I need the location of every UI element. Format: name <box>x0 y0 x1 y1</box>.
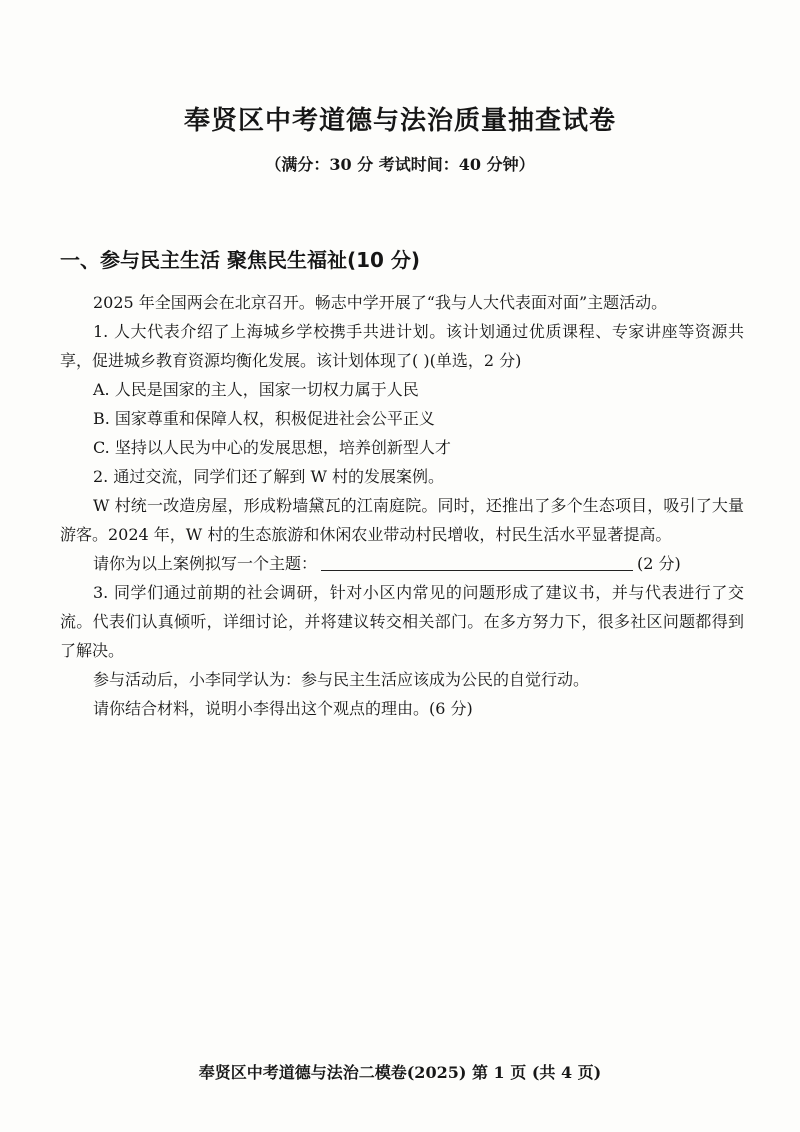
option-c: C. 坚持以人民为中心的发展思想，培养创新型人才 <box>93 438 451 457</box>
question-3-stem: 3. 同学们通过前期的社会调研，针对小区内常见的问题形成了建议书，并与代表进行了交流。代表们认真倾听，详细讨论，并将建议转交相关部门。在多方努力下，很多社区问题都得到了解决。 <box>60 583 744 660</box>
option-a: A. 人民是国家的主人，国家一切权力属于人民 <box>93 380 419 399</box>
question-1-stem: 1. 人大代表介绍了上海城乡学校携手共进计划。该计划通过优质课程、专家讲座等资源共享，促进城乡教育资源均衡化发展。该计划体现了( )(单选，2 分) <box>60 322 744 370</box>
intro-paragraph: 2025 年全国两会在北京召开。畅志中学开展了“我与人大代表面对面”主题活动。 <box>93 293 668 312</box>
option-b: B. 国家尊重和保障人权，积极促进社会公平正义 <box>93 409 435 428</box>
section-body <box>60 288 744 723</box>
question-3-view: 参与活动后，小李同学认为：参与民主生活应该成为公民的自觉行动。 <box>93 670 590 689</box>
answer-blank[interactable] <box>321 552 633 571</box>
question-2-prompt: 请你为以上案例拟写一个主题： <box>93 554 318 573</box>
question-2-material: W 村统一改造房屋，形成粉墙黛瓦的江南庭院。同时，还推出了多个生态项目，吸引了大量游客。2024 年，W 村的生态旅游和休闲农业带动村民增收，村民生活水平显著提高。 <box>60 496 744 544</box>
question-2-stem: 2. 通过交流，同学们还了解到 W 村的发展案例。 <box>93 467 444 486</box>
question-3-ask: 请你结合材料，说明小李得出这个观点的理由。(6 分) <box>93 699 473 718</box>
page-title: 奉贤区中考道德与法治质量抽查试卷 <box>183 106 616 136</box>
page-footer: 奉贤区中考道德与法治二模卷(2025) 第 1 页 (共 4 页) <box>198 1063 602 1082</box>
exam-info: （满分：30 分 考试时间：40 分钟） <box>265 155 535 174</box>
question-2-prompt-line <box>60 549 744 578</box>
question-2-score: (2 分) <box>637 554 681 573</box>
section-heading: 一、参与民主生活 聚焦民生福祉(10 分) <box>60 248 421 272</box>
